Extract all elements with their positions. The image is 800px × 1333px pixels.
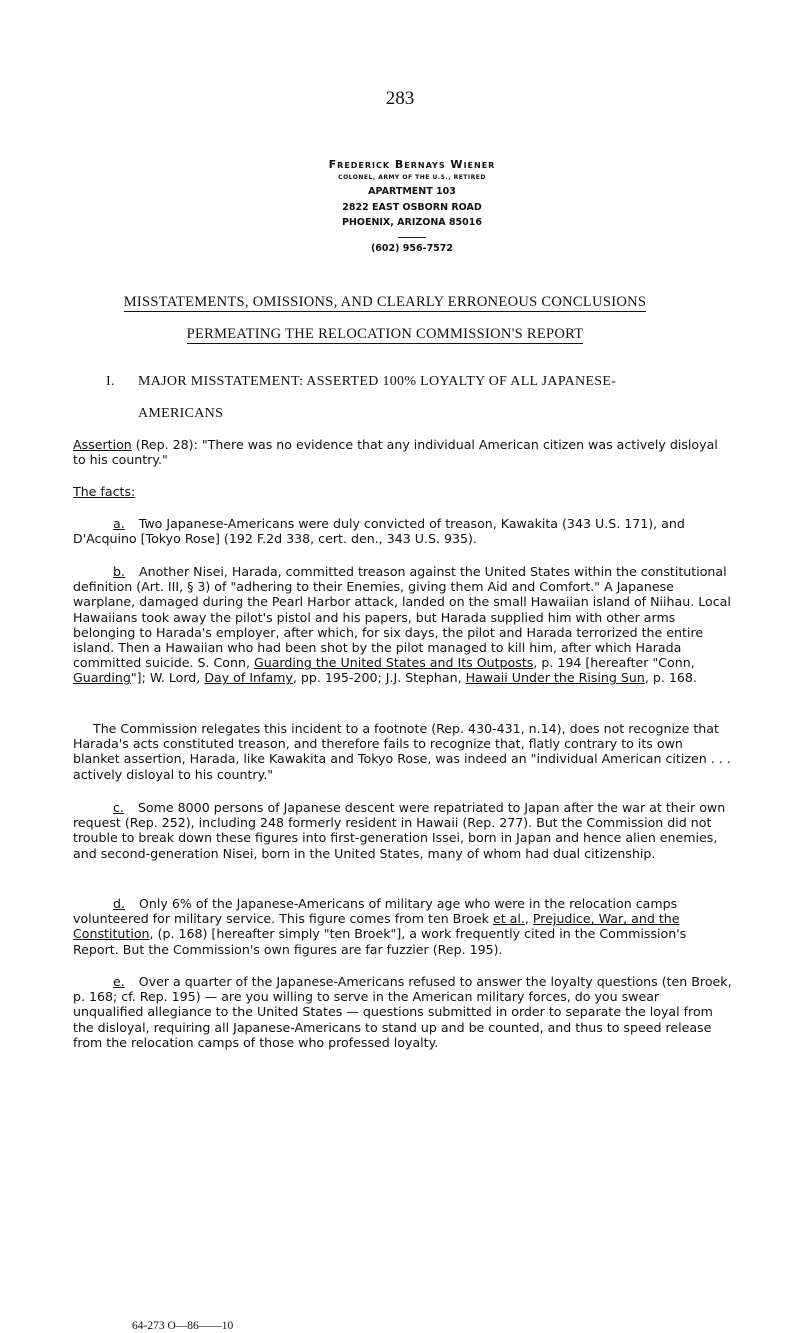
et-al: et al.	[492, 911, 525, 927]
paragraph-c-text: Some 8000 persons of Japanese descent were repatriated to Japan after the war at their own request (Rep. 252), including 248 formerly resident in Hawaii (Rep. 277). But the Commission did not trouble to break down these figures into first-generation Issei, born in Japan and hence alien enemies, and second-generation Nisei, born in the United States, many of whom had dual citizenship.	[73, 800, 726, 861]
paragraph-a-text: Two Japanese-Americans were duly convicted of treason, Kawakita (343 U.S. 171), and D'Acquino [Tokyo Rose] (192 F.2d 338, cert. den., 343 U.S. 935).	[73, 516, 685, 547]
section-title-line2: AMERICANS	[138, 406, 224, 421]
citation-conn-short: Guarding	[73, 670, 131, 686]
page-number: 283	[385, 88, 415, 109]
citation-conn: Guarding the United States and Its Outposts	[253, 655, 534, 671]
letterhead-street: 2822 EAST OSBORN ROAD	[342, 201, 482, 213]
section-number: I.	[106, 374, 115, 389]
paragraph-a	[73, 516, 733, 546]
assertion-text: (Rep. 28): "There was no evidence that any individual American citizen was actively disloyal to his country."	[73, 437, 718, 468]
paragraph-c	[73, 800, 733, 861]
paragraph-a-label: a.	[113, 516, 125, 531]
letterhead-divider	[398, 237, 426, 238]
paragraph-d: d. Only 6% of the Japanese-Americans of military age who were in the relocation camps volunteered for military service. This figure comes from ten Broek et al., Prejudice, War, and the Constitution, (p. 168) [hereafter simply "ten Broek"], a work frequently cited in the Commission's Report. But the Commission's own figures are far fuzzier (Rep. 195).	[73, 896, 687, 957]
paragraph-b-label: b.	[113, 564, 125, 579]
main-heading-line1: MISSTATEMENTS, OMISSIONS, AND CLEARLY ERRONEOUS CONCLUSIONS	[123, 294, 647, 310]
assertion-label: Assertion	[73, 437, 132, 452]
paragraph-d-label: d.	[113, 896, 125, 911]
citation-lord: Day of Infamy	[204, 670, 293, 686]
letterhead-name: Frederick Bernays Wiener	[328, 158, 496, 171]
paragraph-b: b. Another Nisei, Harada, committed treason against the United States within the constitutional definition (Art. III, § 3) of "adhering to their Enemies, giving them Aid and Comfort." A Japanese warplane, damaged during the Pearl Harbor attack, landed on the small Hawaiian island of Niihau. Local Hawaiians took away the pilot's pistol and his papers, but Harada supplied him with other arms belonging to Harada's employer, after which, for six days, the pilot and Harada terrorized the entire island. Then a Hawaiian who had been shot by the pilot managed to kill him, after which Harada committed suicide. S. Conn, Guarding the United States and Its Outposts, p. 194 [hereafter "Conn, Guarding"]; W. Lord, Day of Infamy, pp. 195-200; J.J. Stephan, Hawaii Under the Rising Sun, p. 168.	[73, 564, 731, 686]
letterhead-city: PHOENIX, ARIZONA 85016	[341, 217, 483, 228]
printing-code: 64-273 O—86——10	[132, 1320, 234, 1332]
section-title-line1: MAJOR MISSTATEMENT: ASSERTED 100% LOYALTY OF ALL JAPANESE-	[138, 374, 617, 389]
facts-label: The facts:	[73, 484, 136, 499]
paragraph-commission: The Commission relegates this incident to a footnote (Rep. 430-431, n.14), does not recognize that Harada's acts constituted treason, and therefore fails to recognize that, flatly contrary to its own blanket assertion, Harada, like Kawakita and Tokyo Rose, was indeed an "individual American citizen . . . actively disloyal to his country."	[73, 721, 731, 782]
citation-stephan: Hawaii Under the Rising Sun	[465, 670, 645, 686]
citation-ten-broek: Prejudice, War, and the Constitution	[73, 911, 680, 942]
letterhead-apartment: APARTMENT 103	[368, 186, 456, 197]
letterhead-phone: (602) 956-7572	[370, 242, 454, 254]
section-heading	[106, 374, 746, 421]
letterhead-title: COLONEL, ARMY OF THE U.S., RETIRED	[338, 174, 486, 181]
assertion-paragraph	[73, 437, 733, 467]
paragraph-e-text: Over a quarter of the Japanese-Americans refused to answer the loyalty questions (ten Broek, p. 168; cf. Rep. 195) — are you willing to serve in the American military forces, do you swear unqualified allegiance to the United States — questions submitted in order to separate the loyal from the disloyal, requiring all Japanese-Americans to stand up and be counted, and thus to speed release from the relocation camps of those who professed loyalty.	[73, 974, 732, 1050]
main-heading-line2: PERMEATING THE RELOCATION COMMISSION'S REPORT	[186, 326, 584, 342]
letterhead	[282, 158, 542, 256]
paragraph-e	[73, 974, 733, 1050]
paragraph-c-label: c.	[113, 800, 124, 815]
paragraph-e-label: e.	[113, 974, 125, 989]
